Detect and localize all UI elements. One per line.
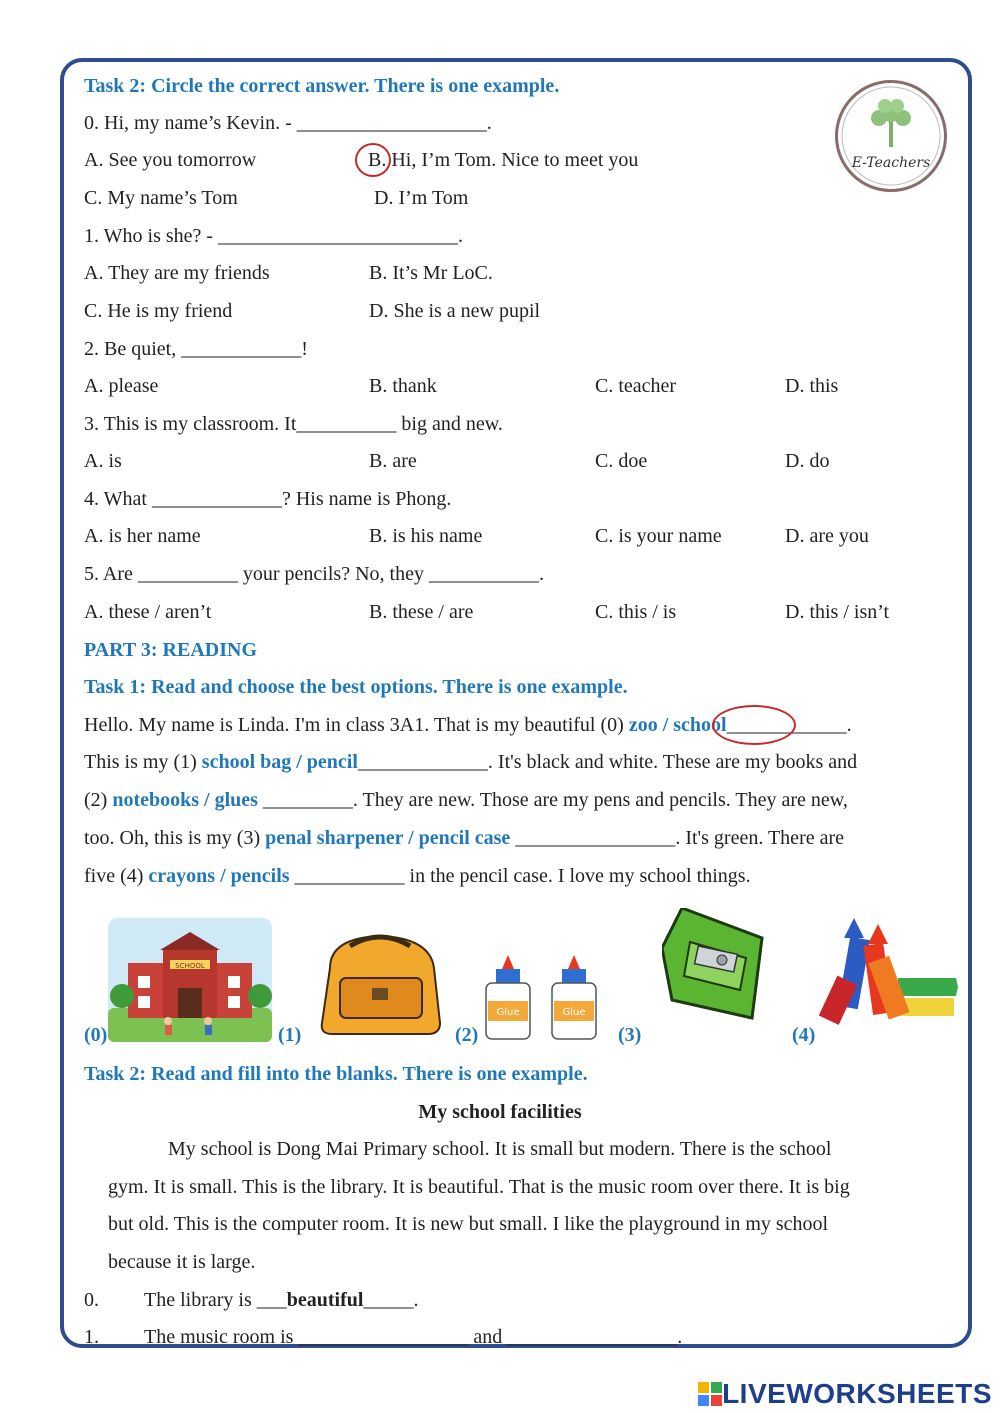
q3-option-b[interactable]: B. are <box>369 450 417 472</box>
passage-line-4: because it is large. <box>108 1251 256 1273</box>
reading-line-5: five (4) crayons / pencils ___________ in the pencil case. I love my school things. <box>84 865 751 887</box>
q4-option-b[interactable]: B. is his name <box>369 525 483 547</box>
option-notebooks-glues[interactable]: notebooks / glues <box>112 789 258 811</box>
q5-option-d[interactable]: D. this / isn’t <box>785 601 890 623</box>
reading-task1-header: Task 1: Read and choose the best options. There is one example. <box>84 676 628 698</box>
question-3: 3. This is my classroom. It__________ big and new. <box>84 413 503 435</box>
fill-item-0-number: 0. <box>84 1289 99 1311</box>
option-school-bag-pencil[interactable]: school bag / pencil <box>201 751 358 773</box>
question-5: 5. Are __________ your pencils? No, they ___________. <box>84 563 544 585</box>
reading-task2-header: Task 2: Read and fill into the blanks. There is one example. <box>84 1063 588 1085</box>
reading-line-2: This is my (1) school bag / pencil_____________. It's black and white. These are my books and <box>84 751 858 773</box>
footer-brand[interactable]: LIVEWORKSHEETS <box>722 1378 992 1409</box>
q1-option-d[interactable]: D. She is a new pupil <box>369 300 541 322</box>
q1-option-c[interactable]: C. He is my friend <box>84 300 233 322</box>
reading-line-3: (2) notebooks / glues _________. They are new. Those are my pens and pencils. They are new, <box>84 789 848 811</box>
fill-item-0-answer: beautiful <box>286 1289 364 1311</box>
q0-option-a[interactable]: A. See you tomorrow <box>84 149 257 171</box>
school-picture <box>108 918 272 1042</box>
picture-label-1: (1) <box>278 1024 302 1046</box>
liveworksheets-logo-icon <box>698 1382 722 1406</box>
passage-line-1: My school is Dong Mai Primary school. It is small but modern. There is the school <box>168 1138 832 1160</box>
picture-label-0: (0) <box>84 1024 108 1046</box>
q2-option-b[interactable]: B. thank <box>369 375 437 397</box>
picture-label-3: (3) <box>618 1024 642 1046</box>
q4-option-d[interactable]: D. are you <box>785 525 869 547</box>
answer-circle <box>712 705 796 745</box>
q0-option-b[interactable]: B. Hi, I’m Tom. Nice to meet you <box>368 149 639 171</box>
q2-option-a[interactable]: A. please <box>84 375 159 397</box>
q3-option-c[interactable]: C. doe <box>595 450 648 472</box>
q0-option-d[interactable]: D. I’m Tom <box>374 187 469 209</box>
option-crayons-pencils[interactable]: crayons / pencils <box>148 865 290 887</box>
q5-option-b[interactable]: B. these / are <box>369 601 474 623</box>
q3-option-d[interactable]: D. do <box>785 450 830 472</box>
q1-option-b[interactable]: B. It’s Mr LoC. <box>369 262 493 284</box>
question-1: 1. Who is she? - ________________________. <box>84 225 464 247</box>
crayons-picture <box>818 918 958 1026</box>
q3-option-a[interactable]: A. is <box>84 450 122 472</box>
q4-option-c[interactable]: C. is your name <box>595 525 722 547</box>
task2-header: Task 2: Circle the correct answer. There is one example. <box>84 75 560 97</box>
option-sharpener-pencil-case[interactable]: penal sharpener / pencil case <box>265 827 511 849</box>
q5-option-c[interactable]: C. this / is <box>595 601 677 623</box>
svg-text:Glue: Glue <box>562 1007 586 1018</box>
e-teachers-logo <box>835 80 947 192</box>
fill-item-0: The library is ___beautiful_____. <box>144 1289 419 1311</box>
glue-picture <box>478 955 608 1041</box>
q2-option-c[interactable]: C. teacher <box>595 375 677 397</box>
passage-line-3: but old. This is the computer room. It is new but small. I like the playground in my school <box>108 1213 829 1235</box>
q5-option-a[interactable]: A. these / aren’t <box>84 601 212 623</box>
reading-line-4: too. Oh, this is my (3) penal sharpener / pencil case ________________. It's green. There are <box>84 827 845 849</box>
reading-line-1: Hello. My name is Linda. I'm in class 3A1. That is my beautiful (0) zoo / school____________. <box>84 714 852 736</box>
passage-line-2: gym. It is small. This is the library. It is beautiful. That is the music room over there. It is big <box>108 1176 850 1198</box>
question-0: 0. Hi, my name’s Kevin. - ___________________. <box>84 112 492 134</box>
answer-circle <box>355 143 391 177</box>
part3-header: PART 3: READING <box>84 639 258 661</box>
school-bag-picture <box>310 928 448 1038</box>
q1-option-a[interactable]: A. They are my friends <box>84 262 270 284</box>
fill-item-1[interactable]: The music room is _________________ and _________________. <box>144 1326 683 1348</box>
question-4: 4. What _____________? His name is Phong. <box>84 488 452 510</box>
q0-option-c[interactable]: C. My name’s Tom <box>84 187 238 209</box>
tree-icon <box>838 83 944 189</box>
picture-label-4: (4) <box>792 1024 816 1046</box>
sharpener-picture <box>662 908 770 1032</box>
fill-item-1-number: 1. <box>84 1326 99 1348</box>
q4-option-a[interactable]: A. is her name <box>84 525 201 547</box>
passage-title: My school facilities <box>418 1101 582 1123</box>
logo-text: E-Teachers <box>851 155 931 171</box>
question-2: 2. Be quiet, ____________! <box>84 338 308 360</box>
q2-option-d[interactable]: D. this <box>785 375 839 397</box>
svg-text:Glue: Glue <box>496 1007 520 1018</box>
option-zoo[interactable]: zoo <box>628 714 658 736</box>
picture-label-2: (2) <box>455 1024 479 1046</box>
option-school[interactable]: school <box>673 714 727 736</box>
svg-text:SCHOOL: SCHOOL <box>175 962 205 970</box>
